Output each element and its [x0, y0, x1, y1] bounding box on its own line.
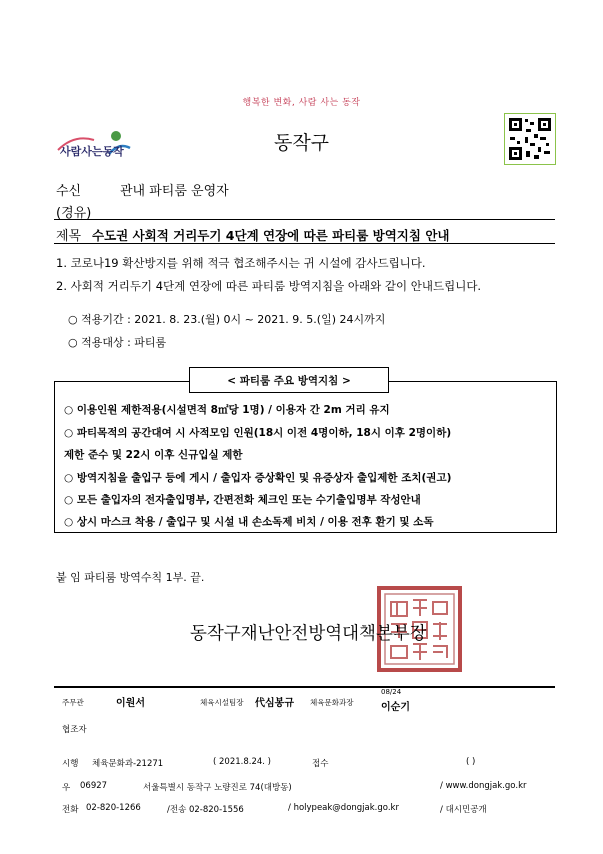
recipient-label: 수신 [56, 184, 82, 199]
email-address[interactable]: / holypeak@dongjak.go.kr [288, 803, 399, 813]
subject-bottom-rule [54, 243, 555, 244]
subject-top-rule [54, 219, 555, 220]
guideline-item: ○ 방역지침을 출입구 등에 게시 / 출입자 증상확인 및 유증상자 출입제한 조치(권고) [64, 472, 452, 484]
reviewer-role: 체육시설팀장 [200, 698, 244, 707]
address: 서울특별시 동작구 노량진로 74(대방동) [143, 783, 292, 793]
disclosure-status: / 대시민공개 [440, 805, 487, 815]
guideline-item: ○ 모든 출입자의 전자출입명부, 간편전화 체크인 또는 수기출입명부 작성안내 [64, 494, 421, 506]
drafter-name: 이원서 [116, 698, 145, 709]
qr-code [504, 113, 556, 165]
guideline-item: ○ 상시 마스크 착용 / 출입구 및 시설 내 손소독제 비치 / 이용 전후 환기 및 소독 [64, 516, 434, 528]
cooperator-label: 협조자 [62, 725, 87, 735]
guideline-box-title: < 파티룸 주요 방역지침 > [189, 367, 389, 393]
approval-top-rule [54, 686, 555, 688]
zip-code: 06927 [80, 781, 108, 791]
guideline-item: ○ 이용인원 제한적용(시설면적 8㎡당 1명) / 이용자 간 2m 거리 유지 [64, 404, 390, 416]
phone-number: 02-820-1266 [86, 803, 141, 813]
drafter-role: 주무관 [62, 698, 84, 707]
via-label: (경유) [56, 206, 92, 221]
final-approver-role: 체육문화과장 [310, 698, 354, 707]
fax-number: /전송 02-820-1556 [167, 805, 244, 815]
receipt-value: ( ) [466, 757, 476, 767]
guideline-item: 제한 준수 및 22시 이후 신규입실 제한 [64, 449, 243, 461]
reviewer-name: 代심봉규 [255, 698, 294, 709]
attachment-note: 붙 임 파티룸 방역수칙 1부. 끝. [56, 571, 205, 584]
slogan: 행복한 변화, 사람 사는 동작 [242, 98, 361, 108]
logo-text: 사람사는동작 [60, 145, 124, 158]
guideline-item: ○ 파티목적의 공간대여 시 사적모임 인원(18시 이전 4명이하, 18시 이후 2명이하) [64, 427, 452, 439]
website-link[interactable]: / www.dongjak.go.kr [440, 781, 527, 791]
enforce-number: 체육문화과-21271 [92, 759, 164, 769]
final-approver-name: 이순기 [381, 702, 410, 713]
enforce-label: 시행 [62, 759, 79, 769]
approval-date: 08/24 [381, 688, 402, 696]
subject-label: 제목 [56, 229, 82, 244]
phone-label: 전화 [62, 805, 79, 815]
zip-label: 우 [62, 783, 71, 793]
period-bullet: ○ 적용기간 : 2021. 8. 23.(월) 0시 ~ 2021. 9. 5.(일) 24시까지 [68, 313, 386, 326]
enforce-date: ( 2021.8.24. ) [213, 757, 271, 767]
organization-title: 동작구 [273, 132, 330, 154]
issuer-name: 동작구재난안전방역대책본부장 [190, 624, 427, 644]
target-bullet: ○ 적용대상 : 파티룸 [68, 336, 167, 349]
body-line-2: 2. 사회적 거리두기 4단계 연장에 따른 파티룸 방역지침을 아래와 같이 안내드립니다. [56, 279, 482, 293]
subject: 수도권 사회적 거리두기 4단계 연장에 따른 파티룸 방역지침 안내 [92, 228, 450, 243]
body-line-1: 1. 코로나19 확산방지를 위해 적극 협조해주시는 귀 시설에 감사드립니다. [56, 256, 426, 270]
recipient-value: 관내 파티룸 운영자 [120, 184, 229, 199]
receipt-label: 접수 [312, 759, 329, 769]
